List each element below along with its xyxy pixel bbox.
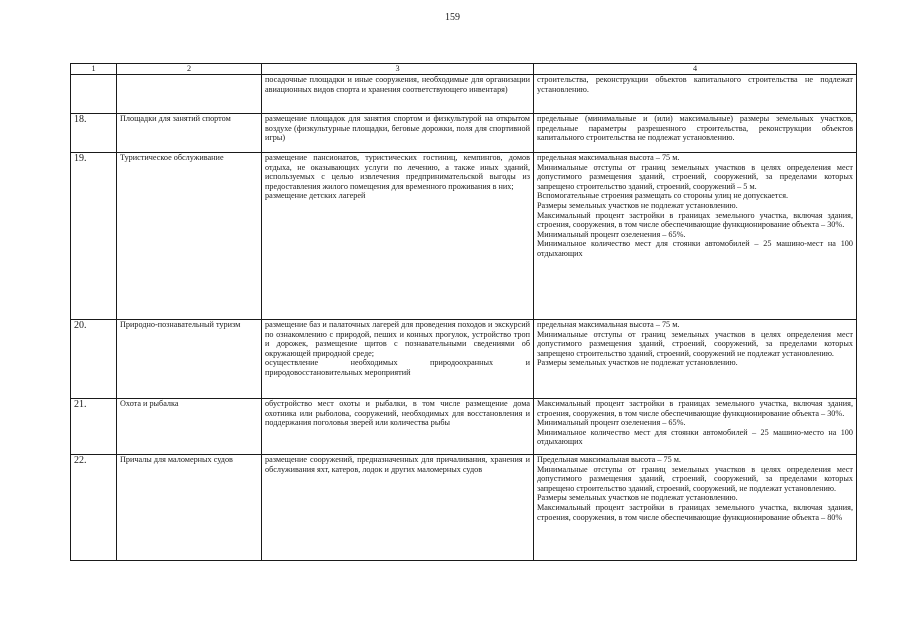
use-description bbox=[262, 75, 534, 114]
use-name: Природно-познавательный туризм bbox=[117, 320, 262, 399]
header-cell-2: 2 bbox=[117, 64, 262, 75]
header-cell-4: 4 bbox=[534, 64, 857, 75]
use-name: Причалы для маломерных судов bbox=[117, 455, 262, 561]
table-row bbox=[71, 153, 857, 320]
table-row bbox=[71, 455, 857, 561]
parameter-line: Минимальный процент озеленения – 65%. bbox=[537, 229, 686, 239]
use-description bbox=[262, 114, 534, 153]
use-description-line: обустройство мест охоты и рыбалки, в том числе размещение дома охотника или рыболова, сооружений, необходимых для восстановления и поддержания поголовья зверей или количества рыбы bbox=[265, 399, 530, 428]
parameter-line: Минимальные отступы от границ земельных участков в целях определения мест допустимого размещения зданий, строений, сооружений, за пределами которых запрещено строительство зданий, строений, сооружений не подлежат установлению. bbox=[537, 329, 853, 358]
table-row bbox=[71, 114, 857, 153]
use-parameters bbox=[534, 399, 857, 455]
use-name: Туристическое обслуживание bbox=[117, 153, 262, 320]
row-number: 18. bbox=[71, 114, 117, 153]
row-number: 20. bbox=[71, 320, 117, 399]
parameter-line: предельная максимальная высота – 75 м. bbox=[537, 153, 680, 162]
parameter-line: Предельная максимальная высота – 75 м. bbox=[537, 455, 681, 464]
row-number: 21. bbox=[71, 399, 117, 455]
use-parameters bbox=[534, 75, 857, 114]
parameter-line: Минимальное количество мест для стоянки автомобилей – 25 машино-место на 100 отдыхающих bbox=[537, 427, 853, 447]
table-row bbox=[71, 75, 857, 114]
parameter-line: Максимальный процент застройки в границах земельного участка, включая здания, строения, сооружения, в том числе обеспечивающие функционирование объекта – 30%. bbox=[537, 210, 853, 230]
parameter-line: Минимальный процент озеленения – 65%. bbox=[537, 418, 686, 428]
use-description bbox=[262, 399, 534, 455]
use-description-line: размещение баз и палаточных лагерей для проведения походов и экскурсий по ознакомлению с природой, пеших и конных прогулок, устройство троп и дорожек, размещение щитов с познавательными сведениями об окружающей природной среде; bbox=[265, 320, 530, 358]
use-name: Площадки для занятий спортом bbox=[117, 114, 262, 153]
parameter-line: предельные (минимальные и (или) максимальные) размеры земельных участков, предельные параметры разрешенного строительства, реконструкции объектов капитального строительства не подлежат установлению. bbox=[537, 114, 853, 143]
row-number: 19. bbox=[71, 153, 117, 320]
parameter-line: предельная максимальная высота – 75 м. bbox=[537, 320, 680, 329]
parameter-line: Размеры земельных участков не подлежат установлению. bbox=[537, 358, 738, 368]
parameter-line: Размеры земельных участков не подлежат установлению. bbox=[537, 493, 738, 503]
header-cell-3: 3 bbox=[262, 64, 534, 75]
use-description-line: посадочные площадки и иные сооружения, необходимые для организации авиационных видов спорта и хранения соответствующего инвентаря) bbox=[265, 75, 530, 94]
use-description-line: размещение пансионатов, туристических гостиниц, кемпингов, домов отдыха, не оказывающих услуги по лечению, а также иных зданий, используемых с целью извлечения предпринимательской выгоды из предоставления жилого помещения для временного проживания в них; bbox=[265, 153, 530, 191]
use-parameters bbox=[534, 153, 857, 320]
parameter-line: Минимальное количество мест для стоянки автомобилей – 25 машино-мест на 100 отдыхающих bbox=[537, 239, 853, 258]
use-parameters bbox=[534, 320, 857, 399]
use-description bbox=[262, 153, 534, 320]
use-name bbox=[117, 75, 262, 114]
table-row bbox=[71, 399, 857, 455]
page-number: 159 bbox=[445, 12, 460, 23]
use-description-line: размещение детских лагерей bbox=[265, 191, 366, 201]
header-cell-1: 1 bbox=[71, 64, 117, 75]
use-description-line: размещение площадок для занятия спортом и физкультурой на открытом воздухе (физкультурные площадки, беговые дорожки, поля для спортивной игры) bbox=[265, 114, 530, 143]
row-number: 22. bbox=[71, 455, 117, 561]
use-description bbox=[262, 455, 534, 561]
parameter-line: Максимальный процент застройки в границах земельного участка, включая здания, строения, сооружения, в том числе обеспечивающие функционирование объекта – 30%. bbox=[537, 399, 853, 418]
use-description-line: размещение сооружений, предназначенных для причаливания, хранения и обслуживания яхт, катеров, лодок и других маломерных судов bbox=[265, 455, 530, 474]
parameter-line: строительства, реконструкции объектов капитального строительства не подлежат установлению. bbox=[537, 75, 853, 94]
use-name: Охота и рыбалка bbox=[117, 399, 262, 455]
parameter-line: Вспомогательные строения размещать со стороны улиц не допускается. bbox=[537, 191, 789, 201]
parameter-line: Минимальные отступы от границ земельных участков в целях определения мест допустимого размещения зданий, строений, сооружений, за пределами которых запрещено строительство зданий, строений, сооружений – 5 м. bbox=[537, 162, 853, 191]
use-parameters bbox=[534, 455, 857, 561]
land-use-table bbox=[70, 63, 857, 561]
use-description bbox=[262, 320, 534, 399]
row-number bbox=[71, 75, 117, 114]
table-header-row bbox=[71, 64, 857, 75]
use-description-line: осуществление необходимых природоохранных и природовосстановительных мероприятий bbox=[265, 358, 530, 377]
table-row bbox=[71, 320, 857, 399]
parameter-line: Минимальные отступы от границ земельных участков в целях определения мест допустимого размещения зданий, строений, сооружений, за пределами которых запрещено строительство зданий, строений, сооружений, не подлежат установлению. bbox=[537, 464, 853, 493]
use-parameters bbox=[534, 114, 857, 153]
parameter-line: Размеры земельных участков не подлежат установлению. bbox=[537, 200, 738, 210]
parameter-line: Максимальный процент застройки в границах земельного участка, включая здания, строения, сооружения, в том числе обеспечивающие функционирование объекта – 80% bbox=[537, 502, 853, 522]
